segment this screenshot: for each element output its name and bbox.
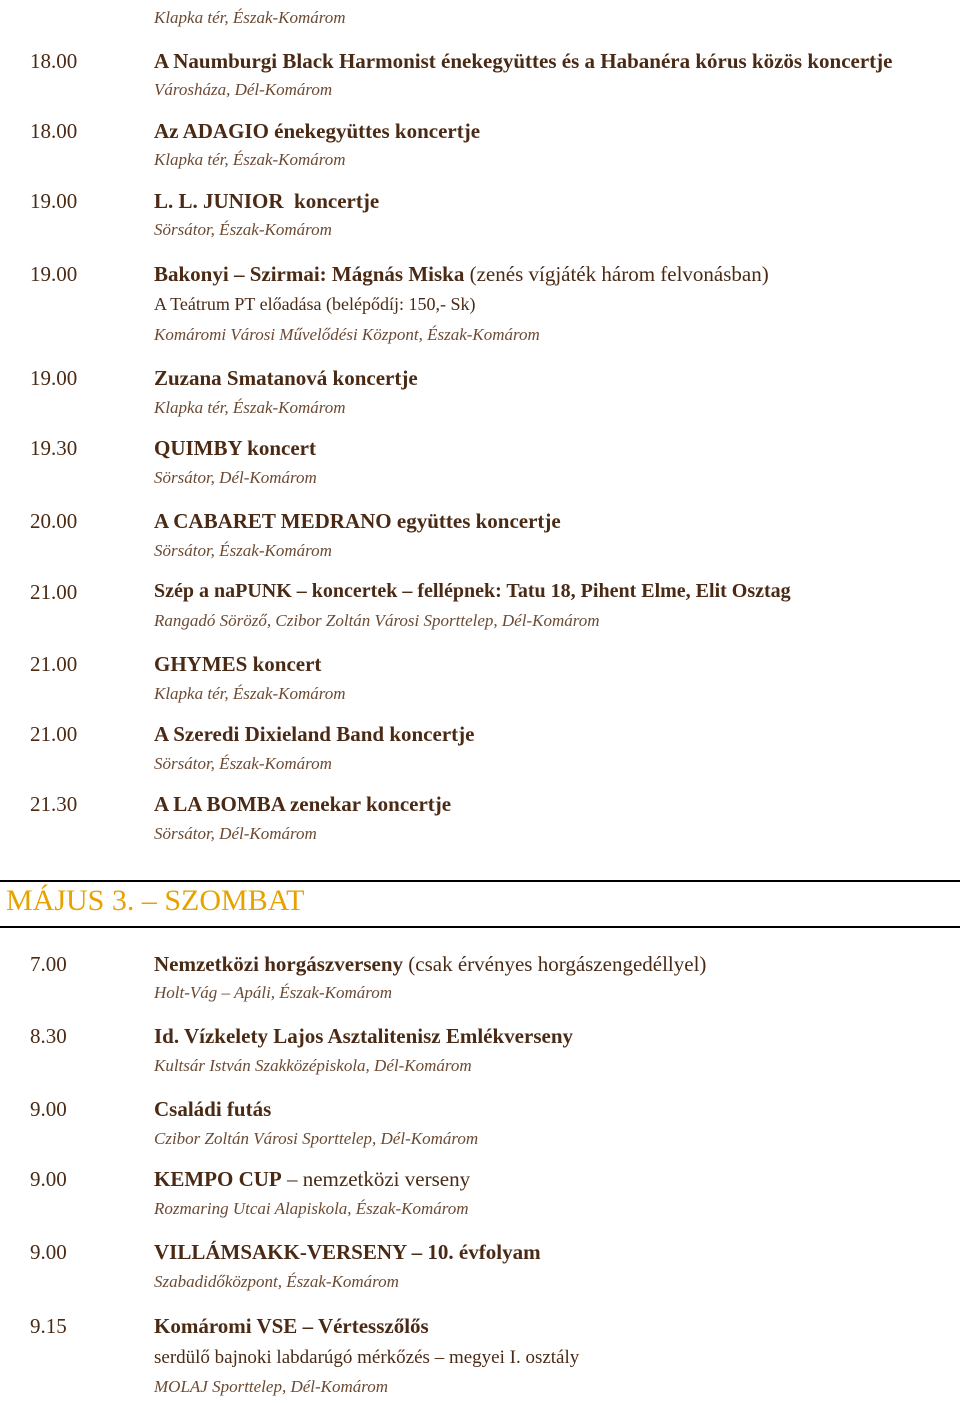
event-title-text: GHYMES koncert: [154, 652, 322, 676]
event-time: 9.15: [30, 1314, 67, 1338]
event-location: Sörsátor, Észak-Komárom: [154, 754, 332, 773]
event-title: [154, 509, 561, 534]
event-time: 7.00: [30, 952, 67, 976]
event-time: 18.00: [30, 49, 78, 73]
event-title: [154, 119, 480, 144]
event-location: Szabadidőközpont, Észak-Komárom: [154, 1272, 399, 1291]
event-title: [154, 1240, 541, 1265]
event-time: 21.00: [30, 580, 78, 604]
event-title: [154, 436, 316, 461]
event-location: Városháza, Dél-Komárom: [154, 80, 333, 99]
event-location: Kultsár István Szakközépiskola, Dél-Komárom: [154, 1056, 472, 1075]
event-title-bold: Bakonyi – Szirmai: Mágnás Miska: [154, 262, 465, 286]
event-title: [154, 49, 893, 74]
event-time: 9.00: [30, 1167, 67, 1191]
event-title-text: Id. Vízkelety Lajos Asztalitenisz Emlékverseny: [154, 1024, 573, 1048]
event-title: [154, 1097, 271, 1122]
event-title-rest: (csak érvényes horgászengedéllyel): [403, 952, 707, 976]
event-title: [154, 952, 706, 977]
event-location: Klapka tér, Észak-Komárom: [154, 398, 346, 417]
event-location: Klapka tér, Észak-Komárom: [154, 684, 346, 703]
event-subtitle: A Teátrum PT előadása (belépődíj: 150,- Sk): [154, 294, 476, 314]
event-title: [154, 722, 474, 747]
event-title: [154, 1167, 470, 1192]
event-title: [154, 792, 451, 817]
event-title-text: Családi futás: [154, 1097, 272, 1121]
event-time: 19.30: [30, 436, 78, 460]
event-title-text: QUIMBY koncert: [154, 436, 316, 460]
event-title-text: Az ADAGIO énekegyüttes koncertje: [154, 119, 481, 143]
event-location: Komáromi Városi Művelődési Központ, Észak-Komárom: [154, 325, 540, 344]
event-title-text: Zuzana Smatanová koncertje: [154, 366, 418, 390]
event-title: [154, 189, 379, 214]
event-title-rest: – nemzetközi verseny: [281, 1167, 471, 1191]
event-location: Czibor Zoltán Városi Sporttelep, Dél-Komárom: [154, 1129, 479, 1148]
event-title-text: A Szeredi Dixieland Band koncertje: [154, 722, 475, 746]
event-time: 20.00: [30, 509, 78, 533]
divider-bottom: [0, 926, 960, 928]
event-location: Rangadó Söröző, Czibor Zoltán Városi Sporttelep, Dél-Komárom: [154, 611, 600, 630]
event-title-bold: KEMPO CUP: [154, 1167, 282, 1191]
event-title: [154, 580, 791, 603]
event-location: Sörsátor, Észak-Komárom: [154, 541, 332, 560]
event-location: Sörsátor, Dél-Komárom: [154, 468, 317, 487]
event-location: Klapka tér, Észak-Komárom: [154, 150, 346, 169]
event-time: 21.00: [30, 652, 78, 676]
event-title-text: L. L. JUNIOR koncertje: [154, 189, 380, 213]
event-title: [154, 366, 418, 391]
event-location: Sörsátor, Észak-Komárom: [154, 220, 332, 239]
event-title: [154, 1024, 573, 1049]
event-title: [154, 1314, 429, 1339]
event-subtitle: serdülő bajnoki labdarúgó mérkőzés – megyei I. osztály: [154, 1347, 580, 1368]
event-location: Rozmaring Utcai Alapiskola, Észak-Komárom: [154, 1199, 469, 1218]
event-location: MOLAJ Sporttelep, Dél-Komárom: [154, 1377, 389, 1396]
event-title-rest: (zenés vígjáték három felvonásban): [464, 262, 769, 286]
event-title-text: VILLÁMSAKK-VERSENY – 10. évfolyam: [154, 1240, 541, 1264]
event-title-text: A LA BOMBA zenekar koncertje: [154, 792, 452, 816]
event-time: 21.30: [30, 792, 78, 816]
event-time: 19.00: [30, 366, 78, 390]
event-time: 9.00: [30, 1240, 67, 1264]
event-location: Sörsátor, Dél-Komárom: [154, 824, 317, 843]
event-title: [154, 652, 321, 677]
event-time: 9.00: [30, 1097, 67, 1121]
event-location: Holt-Vág – Apáli, Észak-Komárom: [154, 983, 392, 1002]
event-title-bold: Nemzetközi horgászverseny: [154, 952, 404, 976]
event-title: [154, 262, 769, 287]
divider-top: [0, 880, 960, 882]
day-heading: MÁJUS 3. – SZOMBAT: [6, 884, 305, 917]
event-time: 19.00: [30, 262, 78, 286]
event-title-bold: Szép a naPUNK – koncertek – fellépnek: Tatu 18, Pihent Elme, Elit Osztag: [154, 580, 791, 602]
event-time: 21.00: [30, 722, 78, 746]
event-time: 8.30: [30, 1024, 67, 1048]
event-time: 19.00: [30, 189, 78, 213]
event-title-text: A Naumburgi Black Harmonist énekegyüttes és a Habanéra kórus közös koncertje: [154, 49, 893, 73]
event-title-text: A CABARET MEDRANO együttes koncertje: [154, 509, 561, 533]
event-time: 18.00: [30, 119, 78, 143]
event-title-text: Komáromi VSE – Vértesszőlős: [154, 1314, 429, 1338]
event-location: Klapka tér, Észak-Komárom: [154, 8, 346, 27]
